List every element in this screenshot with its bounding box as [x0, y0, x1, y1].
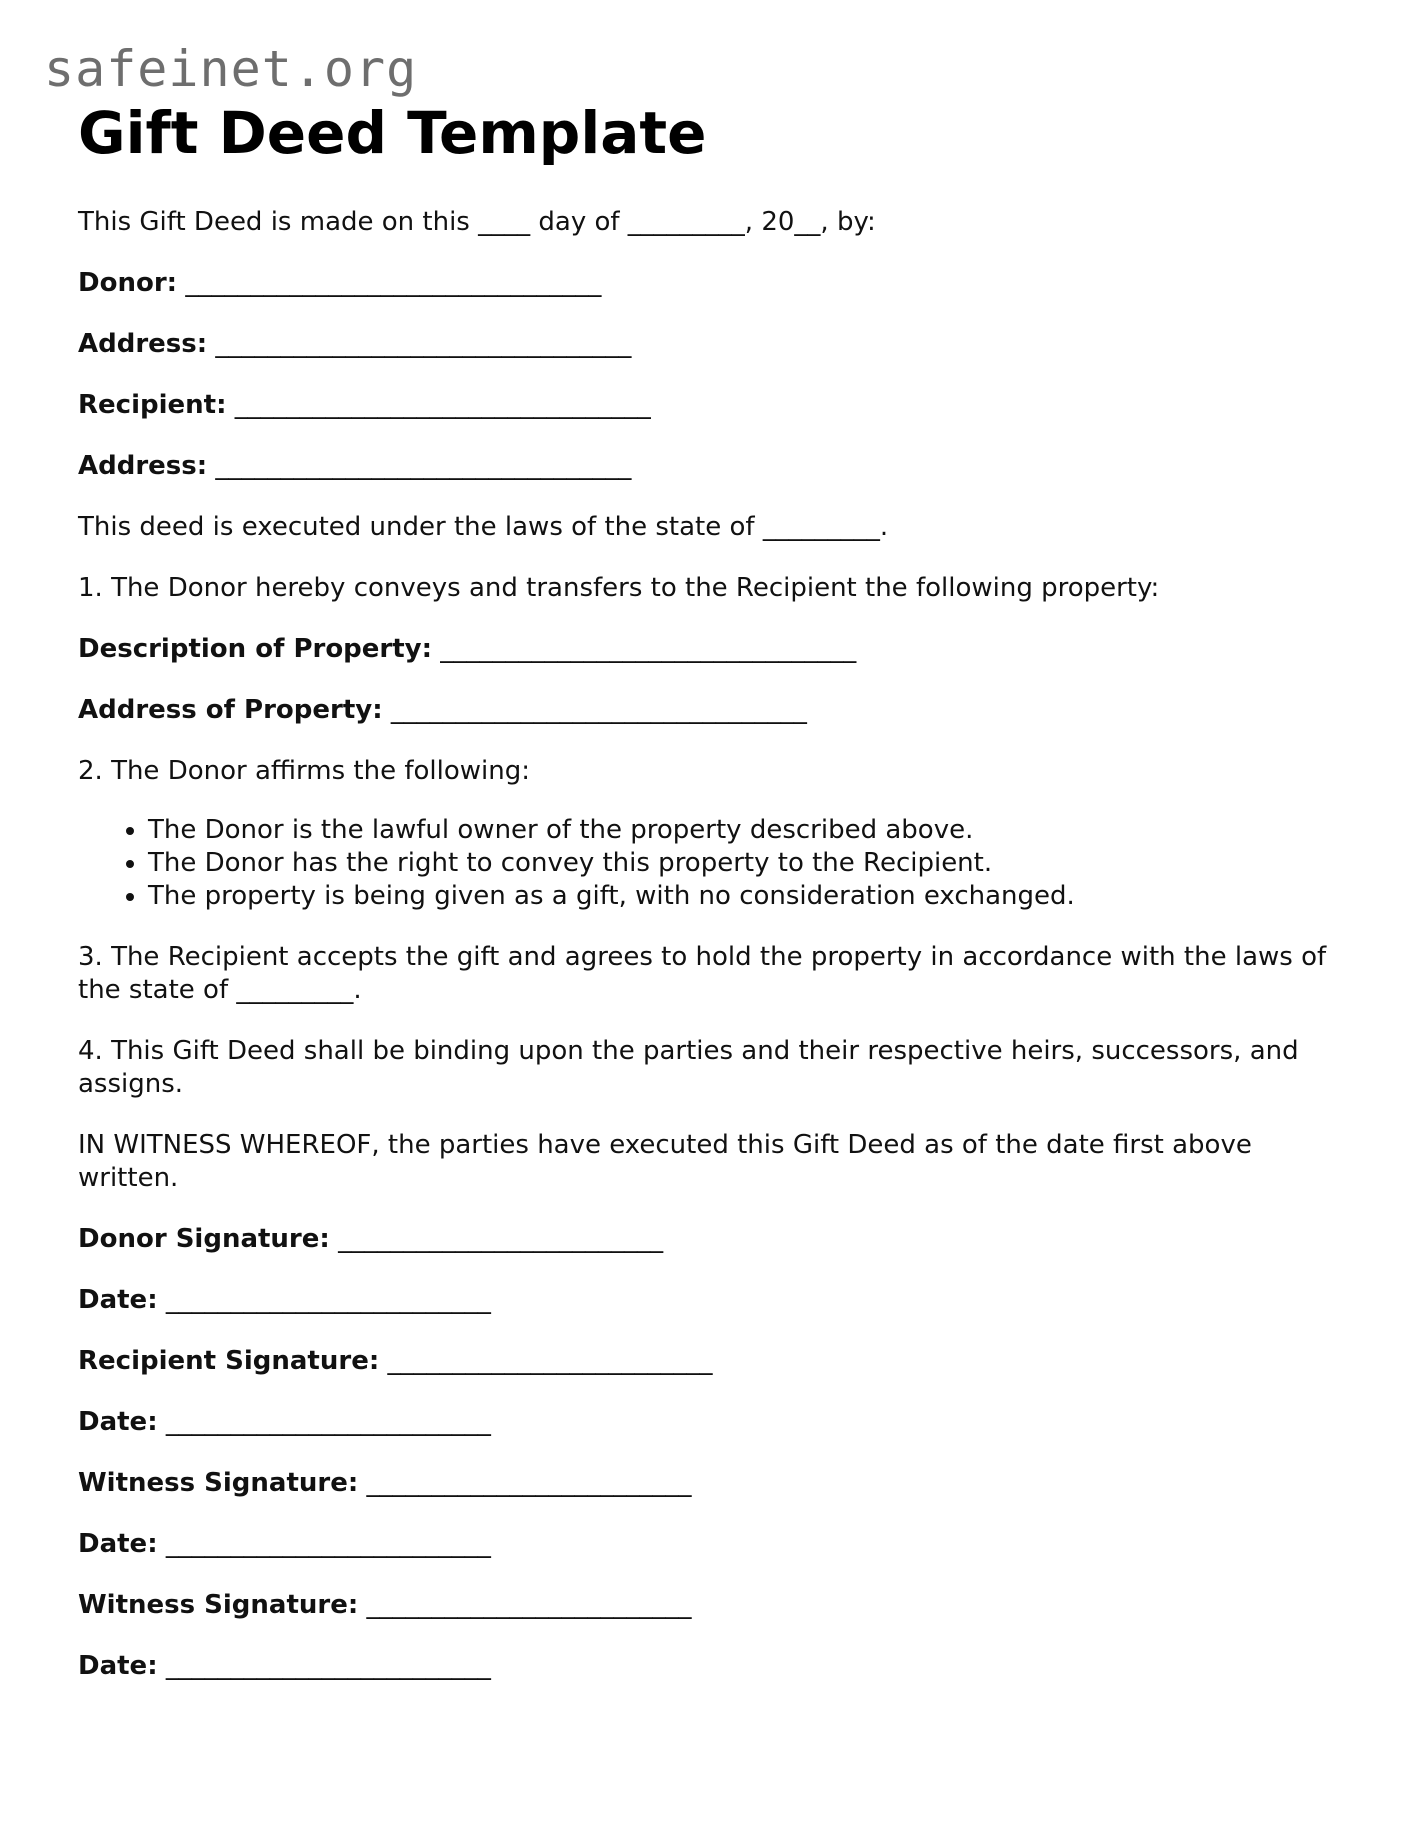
recipient-address-field[interactable]: [78, 450, 1348, 483]
recipient-signature-field[interactable]: [78, 1345, 1348, 1378]
laws-text: This deed is executed under the laws of the state of _________.: [78, 511, 889, 542]
clause-3: 3. The Recipient accepts the gift and agrees to hold the property in accordance with the laws of the state of _________.: [78, 941, 1327, 1005]
witness-1-signature-field[interactable]: [78, 1467, 1348, 1500]
field-label: Date:: [78, 1284, 158, 1315]
list-item: • The Donor has the right to convey this property to the Recipient.: [148, 847, 1348, 880]
donor-address-field[interactable]: [78, 328, 1348, 361]
blank-line[interactable]: ________________________________: [185, 267, 602, 298]
field-label: Witness Signature:: [78, 1589, 359, 1620]
witness-2-signature-field[interactable]: [78, 1589, 1348, 1622]
property-address-field[interactable]: [78, 694, 1348, 727]
field-label: Donor Signature:: [78, 1223, 330, 1254]
blank-line[interactable]: _________________________: [165, 1650, 491, 1681]
donor-field[interactable]: [78, 267, 1348, 300]
document-page: [78, 99, 1348, 1683]
donor-date-field[interactable]: [78, 1284, 1348, 1317]
blank-line[interactable]: ________________________________: [215, 450, 632, 481]
blank-line[interactable]: ________________________________: [234, 389, 651, 420]
field-label: Recipient:: [78, 389, 227, 420]
field-label: Address of Property:: [78, 694, 383, 725]
blank-line[interactable]: ________________________________: [390, 694, 807, 725]
clause-4: 4. This Gift Deed shall be binding upon the parties and their respective heirs, successors, and assigns.: [78, 1035, 1299, 1099]
affirmations-list: [78, 814, 1348, 913]
blank-line[interactable]: _________________________: [366, 1589, 692, 1620]
blank-line[interactable]: _________________________: [338, 1223, 664, 1254]
clause-1: 1. The Donor hereby conveys and transfers to the Recipient the following property:: [78, 572, 1160, 603]
field-label: Address:: [78, 328, 208, 359]
field-label: Recipient Signature:: [78, 1345, 380, 1376]
watermark: safeinet.org: [44, 40, 418, 98]
field-label: Description of Property:: [78, 633, 433, 664]
donor-signature-field[interactable]: [78, 1223, 1348, 1256]
blank-line[interactable]: _________________________: [165, 1284, 491, 1315]
field-label: Address:: [78, 450, 208, 481]
witness-clause: IN WITNESS WHEREOF, the parties have executed this Gift Deed as of the date first above written.: [78, 1129, 1252, 1193]
blank-line[interactable]: ________________________________: [440, 633, 857, 664]
blank-line[interactable]: _________________________: [165, 1528, 491, 1559]
field-label: Date:: [78, 1528, 158, 1559]
intro-text: This Gift Deed is made on this ____ day of _________, 20__, by:: [78, 206, 876, 237]
blank-line[interactable]: ________________________________: [215, 328, 632, 359]
witness-2-date-field[interactable]: [78, 1650, 1348, 1683]
list-item: • The property is being given as a gift, with no consideration exchanged.: [148, 880, 1348, 913]
field-label: Donor:: [78, 267, 178, 298]
field-label: Date:: [78, 1650, 158, 1681]
property-description-field[interactable]: [78, 633, 1348, 666]
blank-line[interactable]: _________________________: [366, 1467, 692, 1498]
list-item: • The Donor is the lawful owner of the property described above.: [148, 814, 1348, 847]
page-title: Gift Deed Template: [78, 99, 707, 167]
witness-1-date-field[interactable]: [78, 1528, 1348, 1561]
blank-line[interactable]: _________________________: [165, 1406, 491, 1437]
recipient-date-field[interactable]: [78, 1406, 1348, 1439]
field-label: Witness Signature:: [78, 1467, 359, 1498]
recipient-field[interactable]: [78, 389, 1348, 422]
field-label: Date:: [78, 1406, 158, 1437]
blank-line[interactable]: _________________________: [387, 1345, 713, 1376]
clause-2: 2. The Donor affirms the following:: [78, 755, 530, 786]
